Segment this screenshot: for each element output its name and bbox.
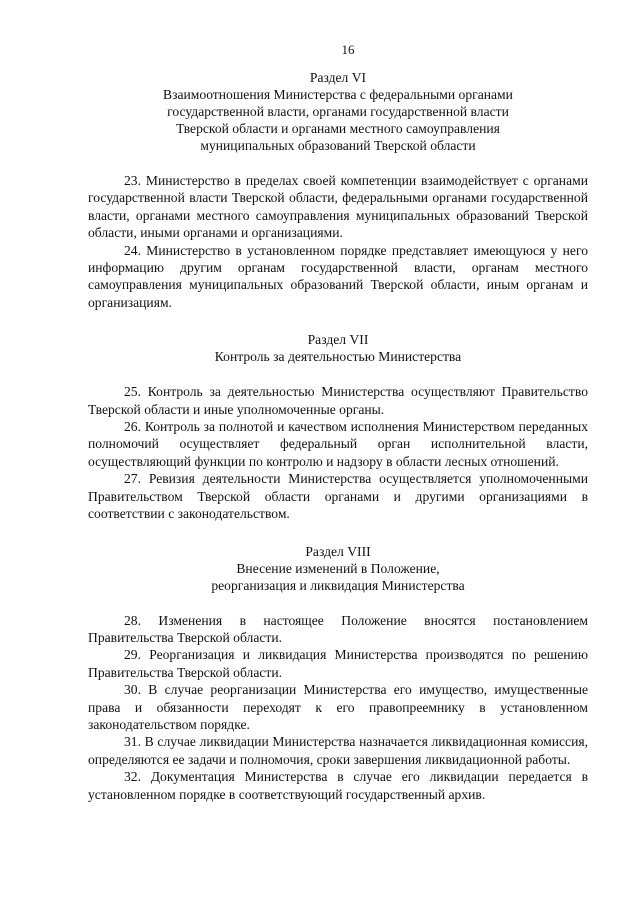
section-title: Раздел VIII [305, 543, 371, 559]
paragraph-28: 28. Изменения в настоящее Положение вносятся постановлением Правительства Тверской области. [88, 612, 588, 645]
paragraph-29: 29. Реорганизация и ликвидация Министерства производятся по решению Правительства Тверской области. [88, 647, 588, 680]
section-heading-line: Тверской области и органами местного самоуправления [176, 121, 500, 136]
paragraph-23: 23. Министерство в пределах своей компетенции взаимодействует с органами государственной власти Тверской области, федеральными органами государственной власти, органами местного самоуправления муниципальных образований Тверской области, иными органами и организациями. [88, 173, 588, 241]
section-heading [88, 560, 588, 594]
section-heading-line: муниципальных образований Тверской области [200, 138, 476, 153]
section-heading-line: Взаимоотношения Министерства с федеральными органами [163, 87, 513, 102]
section-title: Раздел VII [307, 332, 369, 348]
section-heading-line: реорганизация и ликвидация Министерства [211, 577, 465, 593]
page-number: 16 [341, 42, 355, 57]
paragraph-32: 32. Документация Министерства в случае его ликвидации передается в установленном порядке в соответствующий государственный архив. [88, 769, 588, 802]
paragraph-30: 30. В случае реорганизации Министерства его имущество, имущественные права и обязанности переходят к его правопреемнику в установленном законодательством порядке. [88, 682, 588, 732]
section-heading-line: государственной власти, органами государственной власти [167, 104, 509, 119]
section-heading [88, 348, 588, 365]
paragraph-31: 31. В случае ликвидации Министерства назначается ликвидационная комиссия, определяются ее задачи и полномочия, сроки завершения ликвидационной работы. [88, 734, 588, 767]
paragraph-24: 24. Министерство в установленном порядке представляет имеющуюся у него информацию другим органам государственной власти, органам местного самоуправления муниципальных образований Тверской области, иным органам и организациям. [88, 242, 588, 310]
section-8 [88, 543, 588, 803]
paragraph-25: 25. Контроль за деятельностью Министерства осуществляют Правительство Тверской области и иные уполномоченные органы. [88, 384, 588, 417]
section-title: Раздел VI [309, 70, 367, 85]
section-6 [88, 69, 588, 311]
section-heading [88, 86, 588, 154]
paragraph-27: 27. Ревизия деятельности Министерства осуществляется уполномоченными Правительством Тверской области органами и другими организациями в соответствии с законодательством. [88, 471, 588, 522]
section-heading-line: Контроль за деятельностью Министерства [214, 349, 462, 365]
section-heading-line: Внесение изменений в Положение, [236, 560, 440, 576]
section-7 [88, 331, 588, 522]
paragraph-26: 26. Контроль за полнотой и качеством исполнения Министерством переданных полномочий осуществляет федеральный орган исполнительной власти, осуществляющий функции по контролю и надзору в области лесных отношений. [88, 419, 588, 469]
